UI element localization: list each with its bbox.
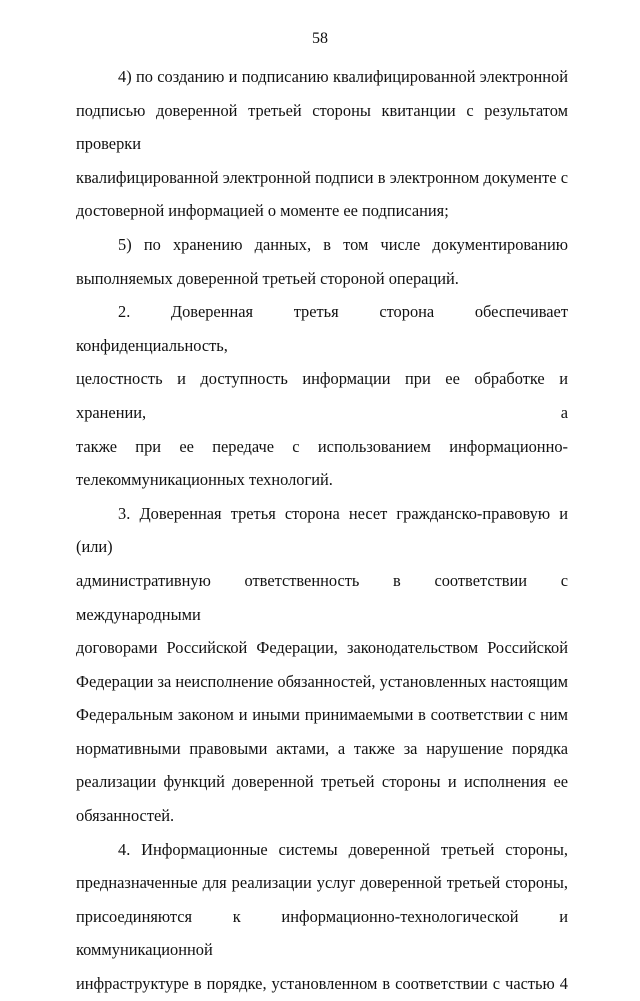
- text-line: телекоммуникационных технологий.: [76, 470, 333, 490]
- text-line: квалифицированной электронной подписи в электронном документе с: [76, 167, 568, 187]
- text-line: достоверной информацией о моменте ее подписания;: [76, 201, 449, 221]
- text-line: целостность и доступность информации при ее обработке и хранении, а: [76, 369, 568, 422]
- text-line: присоединяются к информационно-технологической и коммуникационной: [76, 906, 568, 960]
- text-line: инфраструктуре в порядке, установленном в соответствии с частью 4: [76, 974, 568, 994]
- text-line: договорами Российской Федерации, законодательством Российской: [76, 638, 568, 658]
- text-line: 4. Информационные системы доверенной третьей стороны,: [118, 839, 568, 859]
- text-line: выполняемых доверенной третьей стороной операций.: [76, 268, 459, 288]
- text-line: Федеральным законом и иными принимаемыми в соответствии с ним: [76, 705, 568, 725]
- text-line: подписью доверенной третьей стороны квитанции с результатом проверки: [76, 100, 568, 154]
- text-line: 3. Доверенная третья сторона несет гражданско-правовую и (или): [76, 503, 568, 557]
- text-line: предназначенные для реализации услуг доверенной третьей стороны,: [76, 873, 568, 893]
- text-line: 4) по созданию и подписанию квалифицированной электронной: [118, 67, 568, 86]
- text-line: нормативными правовыми актами, а также за нарушение порядка: [76, 738, 568, 758]
- text-line: 5) по хранению данных, в том числе документированию: [118, 234, 568, 254]
- text-line: 2. Доверенная третья сторона обеспечивает конфиденциальность,: [76, 302, 568, 355]
- page-number: 58: [312, 30, 328, 47]
- text-line: административную ответственность в соответствии с международными: [76, 570, 568, 624]
- text-line: Федерации за неисполнение обязанностей, установленных настоящим: [76, 671, 568, 691]
- text-line: реализации функций доверенной третьей стороны и исполнения ее: [76, 772, 568, 792]
- text-line: обязанностей.: [76, 806, 175, 826]
- text-line: также при ее передаче с использованием информационно-: [76, 436, 568, 456]
- document-body: [76, 60, 568, 1001]
